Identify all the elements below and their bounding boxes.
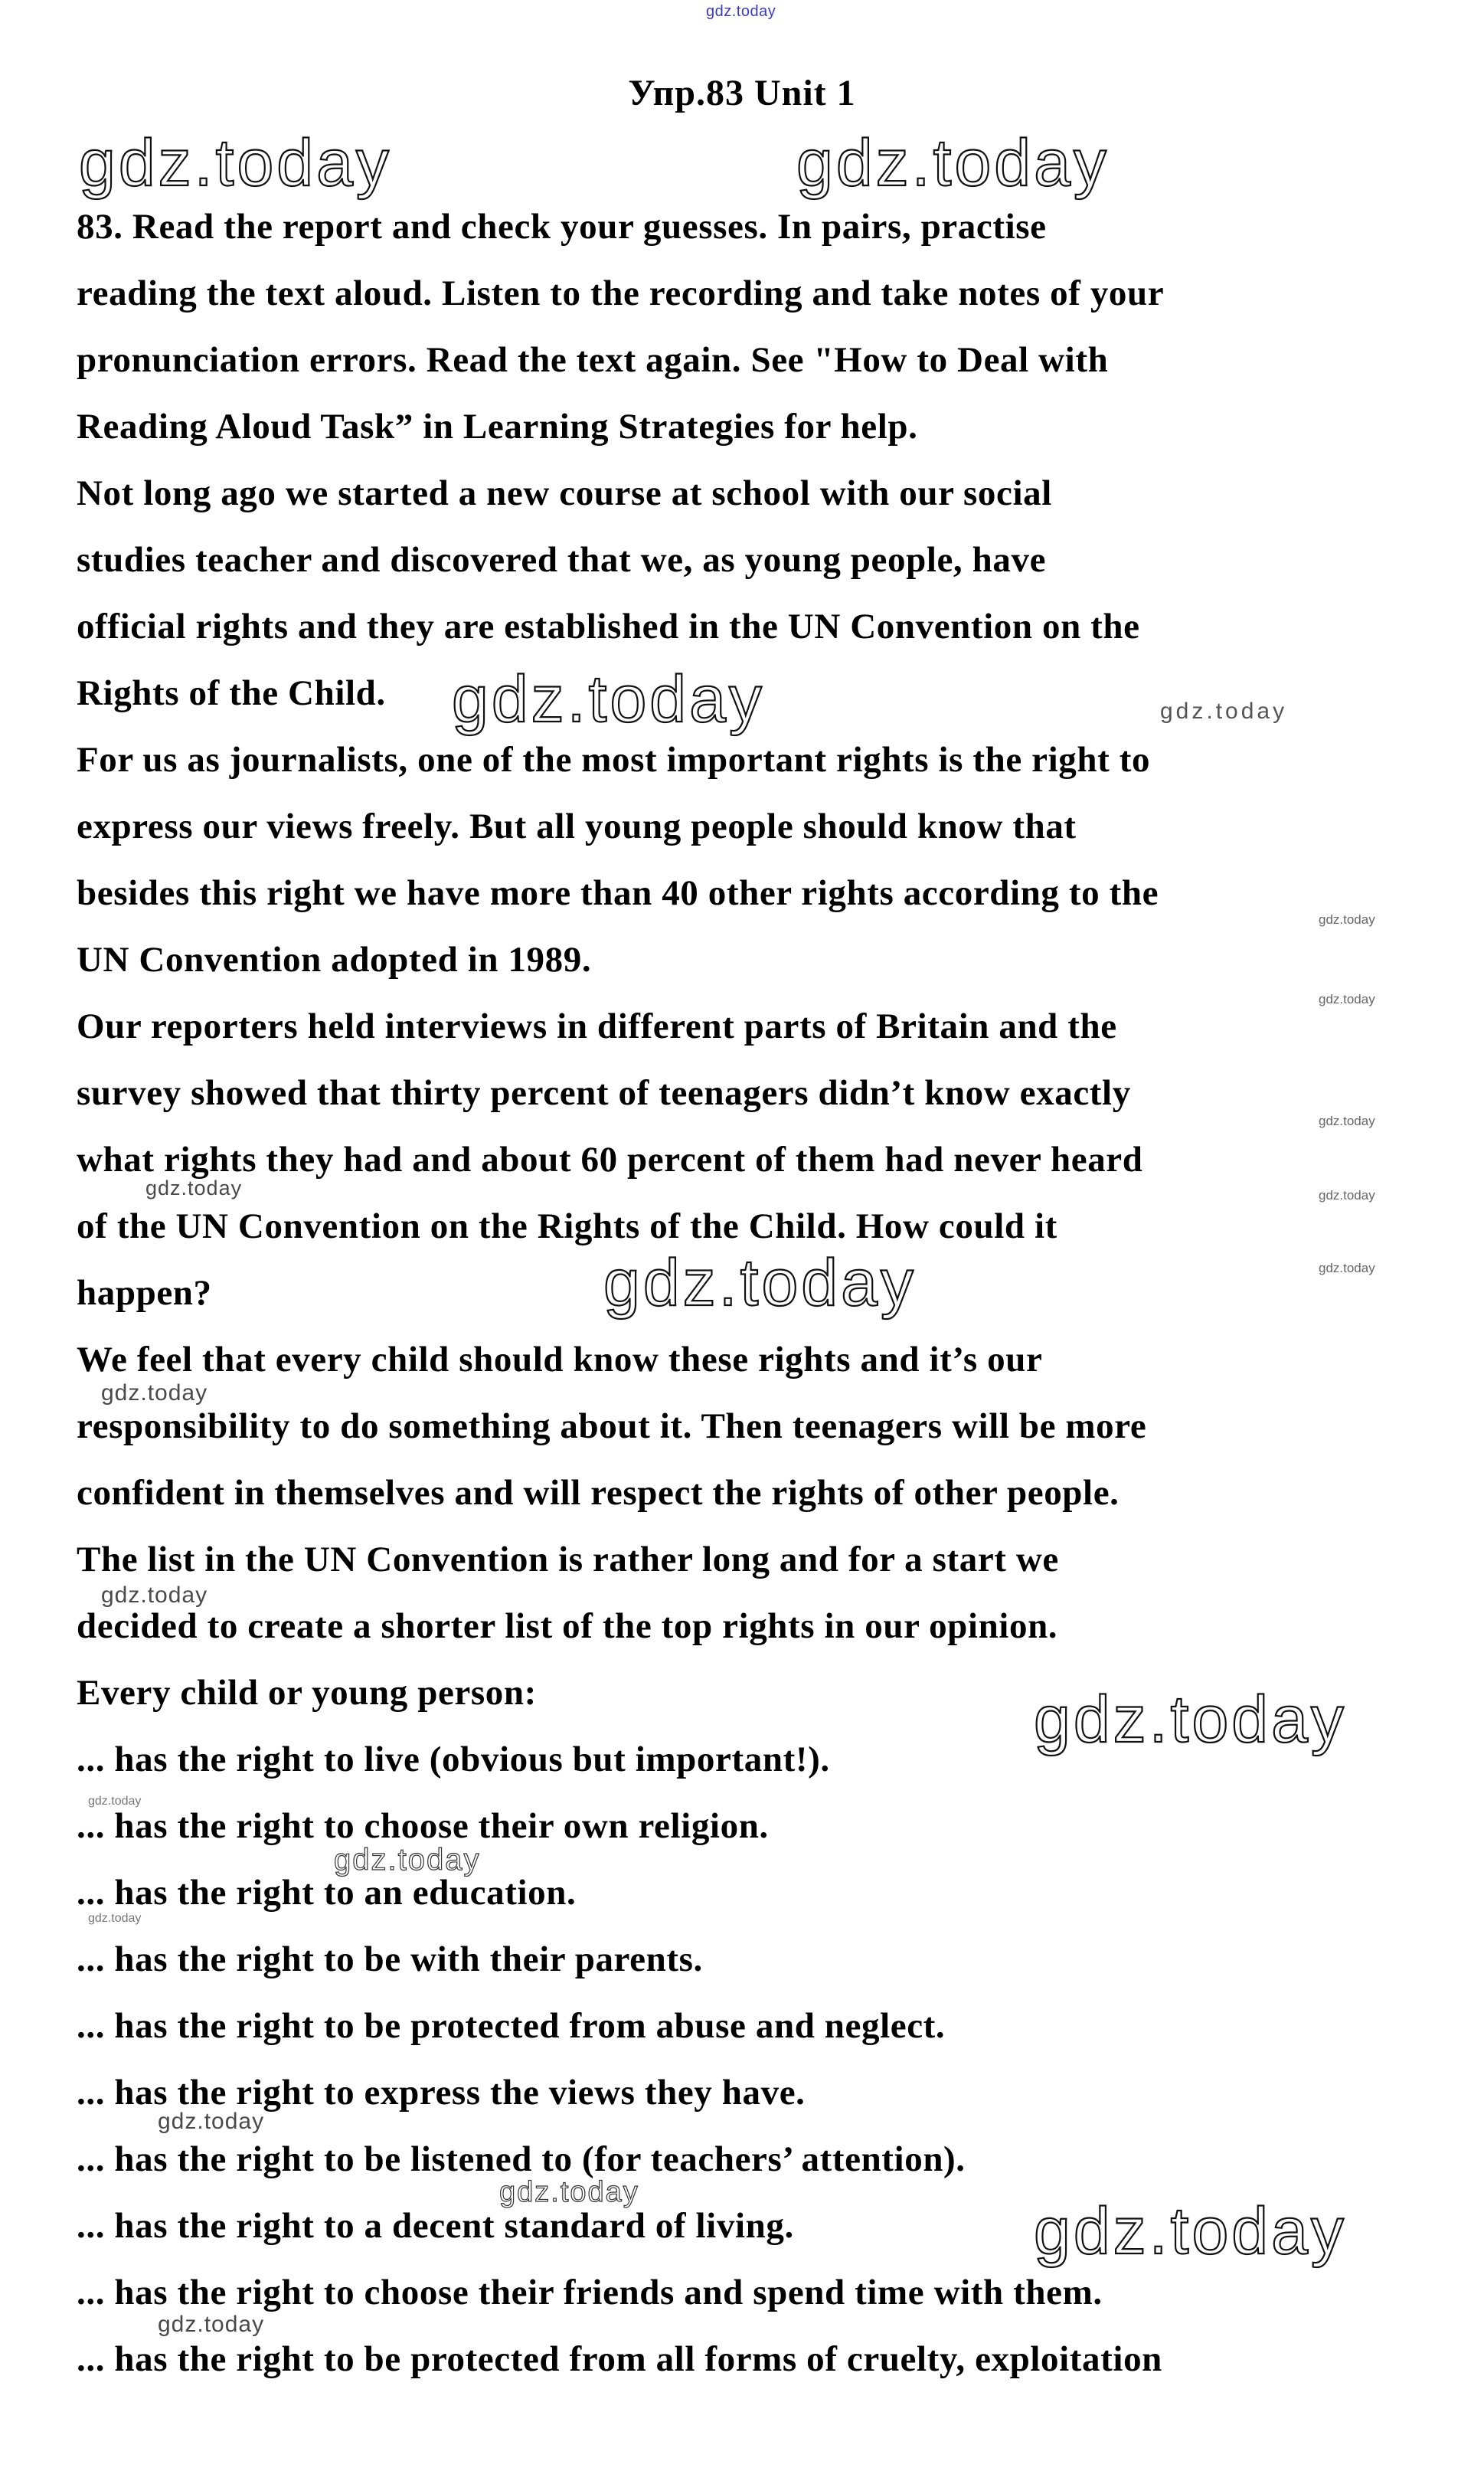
watermark-medium-center-1: gdz.today	[334, 1843, 481, 1877]
watermark-small-left-5: gdz.today	[158, 2312, 265, 2337]
watermark-medium-right: gdz.today	[1160, 699, 1288, 724]
text-line: reading the text aloud. Listen to the recording and take notes of your	[77, 273, 1165, 313]
watermark-tiny-left-1: gdz.today	[88, 1795, 142, 1808]
text-line: responsibility to do something about it. Then teenagers will be more	[77, 1406, 1147, 1446]
text-line: 83. Read the report and check your guesses. In pairs, practise	[77, 207, 1047, 247]
text-line: We feel that every child should know these rights and it’s our	[77, 1340, 1043, 1380]
text-line: Our reporters held interviews in different parts of Britain and the	[77, 1006, 1117, 1046]
watermark-large-right-2: gdz.today	[1034, 1683, 1347, 1756]
text-line: of the UN Convention on the Rights of the Child. How could it	[77, 1206, 1057, 1246]
text-line: express our views freely. But all young people should know that	[77, 807, 1077, 846]
text-line: besides this right we have more than 40 other rights according to the	[77, 873, 1159, 913]
list-item: ... has the right to live (obvious but important!).	[77, 1740, 830, 1779]
watermark-large-inline-1: gdz.today	[452, 663, 765, 736]
text-line: confident in themselves and will respect the rights of other people.	[77, 1473, 1120, 1513]
watermark-tiny-right-1: gdz.today	[1319, 912, 1375, 927]
watermark-large-right-3: gdz.today	[1034, 2194, 1347, 2268]
list-item: ... has the right to a decent standard of living.	[77, 2206, 794, 2246]
list-item: ... has the right to be with their parents.	[77, 1939, 703, 1979]
text-line: UN Convention adopted in 1989.	[77, 940, 592, 980]
text-line: For us as journalists, one of the most important rights is the right to	[77, 740, 1151, 780]
text-line: Not long ago we started a new course at school with our social	[77, 473, 1052, 513]
text-line: survey showed that thirty percent of teenagers didn’t know exactly	[77, 1073, 1131, 1113]
watermark-medium-center-2: gdz.today	[499, 2176, 639, 2208]
text-line: what rights they had and about 60 percent of them had never heard	[77, 1140, 1143, 1180]
watermark-small-left-3: gdz.today	[101, 1582, 208, 1608]
list-item: ... has the right to be protected from all forms of cruelty, exploitation	[77, 2339, 1162, 2379]
watermark-tiny-right-2: gdz.today	[1319, 992, 1375, 1006]
watermark-large-top-left: gdz.today	[79, 126, 392, 200]
text-line: The list in the UN Convention is rather long and for a start we	[77, 1540, 1059, 1579]
text-line: Rights of the Child.	[77, 673, 386, 713]
text-line: Reading Aloud Task” in Learning Strategies for help.	[77, 407, 918, 447]
list-item: ... has the right to express the views they have.	[77, 2073, 806, 2113]
watermark-large-inline-2: gdz.today	[603, 1246, 917, 1320]
list-item: ... has the right to be listened to (for teachers’ attention).	[77, 2139, 966, 2179]
watermark-small-left-1: gdz.today	[145, 1177, 243, 1199]
list-item: ... has the right to choose their friends and spend time with them.	[77, 2273, 1103, 2312]
watermark-large-top-right: gdz.today	[796, 126, 1110, 200]
watermark-small-left-2: gdz.today	[101, 1380, 208, 1406]
list-item: ... has the right to choose their own religion.	[77, 1806, 769, 1846]
text-line: happen?	[77, 1273, 212, 1313]
watermark-tiny-right-3: gdz.today	[1319, 1114, 1375, 1128]
text-line: studies teacher and discovered that we, as young people, have	[77, 540, 1047, 580]
page-title: Упр.83 Unit 1	[628, 73, 856, 113]
watermark-tiny-left-2: gdz.today	[88, 1912, 142, 1925]
text-line: decided to create a shorter list of the top rights in our opinion.	[77, 1606, 1058, 1646]
text-line: pronunciation errors. Read the text again. See "How to Deal with	[77, 340, 1109, 380]
watermark-tiny-right-4: gdz.today	[1319, 1188, 1375, 1203]
text-line: official rights and they are established in the UN Convention on the	[77, 607, 1140, 646]
list-item: ... has the right to an education.	[77, 1873, 577, 1913]
text-line: Every child or young person:	[77, 1673, 537, 1713]
list-item: ... has the right to be protected from abuse and neglect.	[77, 2006, 946, 2046]
watermark-tiny-right-5: gdz.today	[1319, 1261, 1375, 1275]
watermark-small-left-4: gdz.today	[158, 2109, 265, 2134]
watermark-top-blue: gdz.today	[706, 3, 776, 20]
